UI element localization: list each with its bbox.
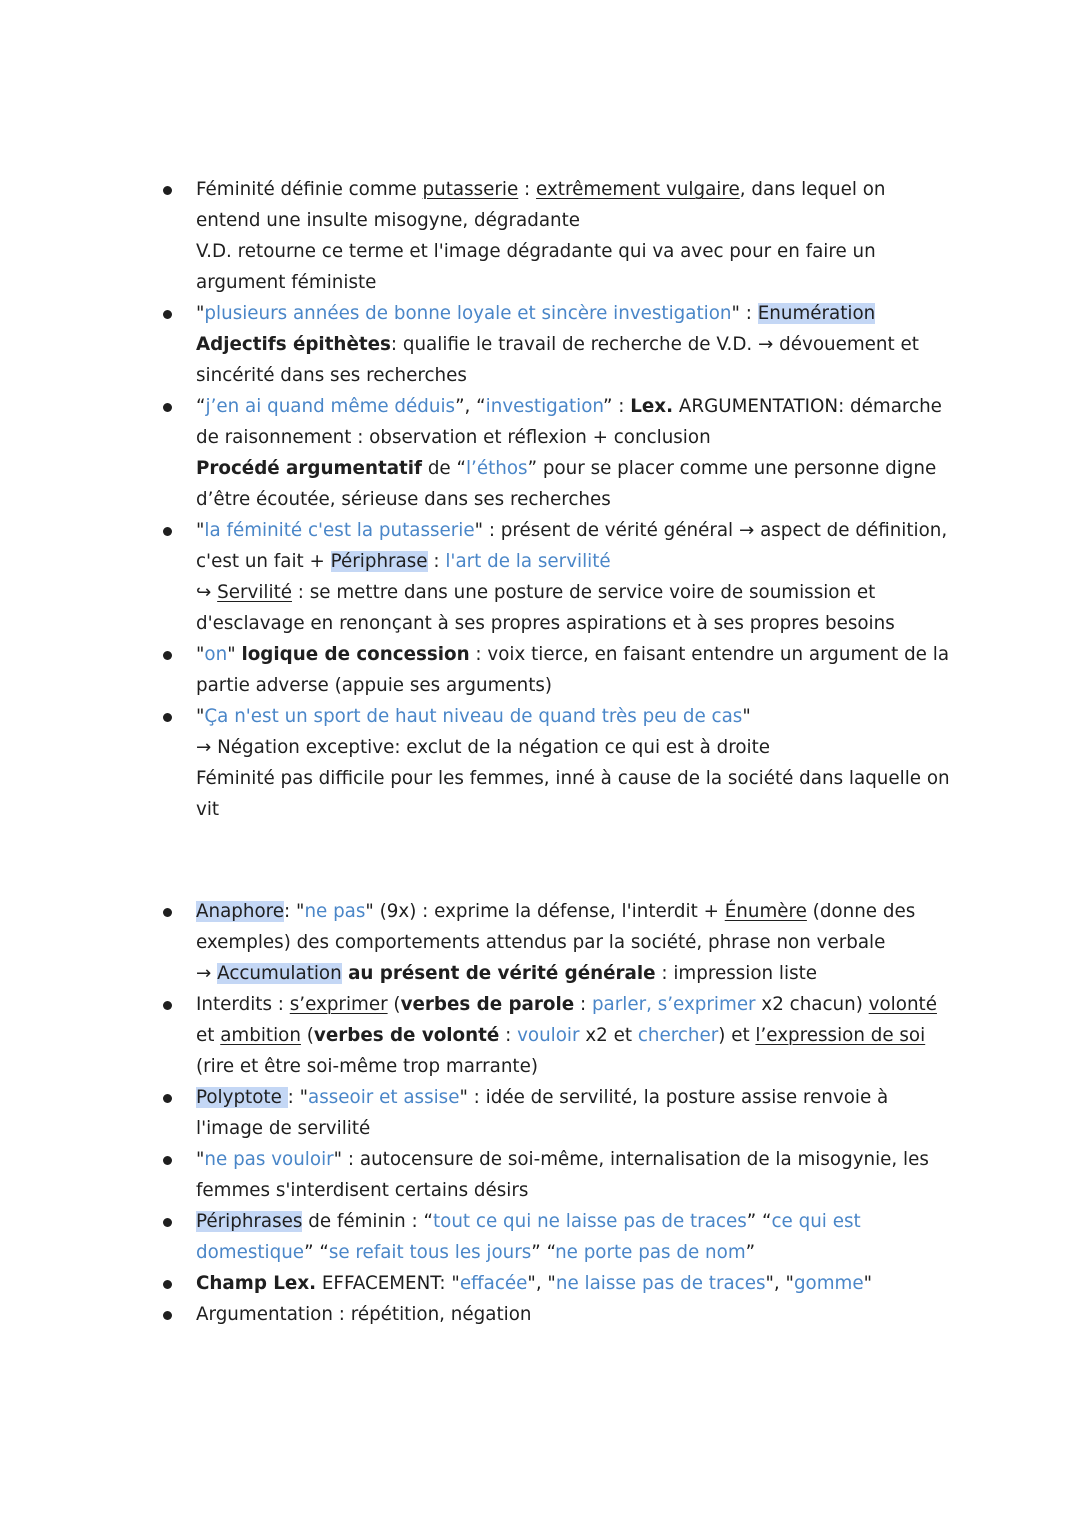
bullet-icon [163, 1001, 172, 1010]
text: ” “ [531, 1242, 556, 1263]
quotation: chercher [637, 1025, 719, 1046]
quotation: j’en ai quand même déduis [205, 396, 456, 417]
underlined-term: putasserie [422, 179, 519, 200]
bullet-icon [163, 908, 172, 917]
text-line [196, 639, 954, 670]
notes-section-1 [0, 174, 1080, 825]
text: ARGUMENTATION: démarche [673, 396, 942, 417]
highlighted-term: Polyptote [196, 1087, 288, 1108]
text-line: femmes s'interdisent certains désirs [196, 1180, 529, 1201]
text-line [196, 1020, 954, 1051]
quotation: investigation [485, 396, 603, 417]
underlined-term: s’exprimer [289, 994, 388, 1015]
text: Féminité définie comme [196, 179, 423, 200]
text: , dans lequel on [739, 179, 886, 200]
bold-term: Lex. [630, 396, 674, 417]
text: " : présent de vérité général → aspect de définition, [474, 520, 948, 541]
quotation: l’éthos [465, 458, 528, 479]
underlined-term: l’expression de soi [755, 1025, 926, 1046]
text: : se mettre dans une posture de service voire de soumission et [291, 582, 876, 603]
quotation: Ça n'est un sport de haut niveau de quand très peu de cas [204, 706, 743, 727]
list-item [0, 174, 1080, 298]
text-line [196, 391, 954, 422]
text: de “ [422, 458, 466, 479]
text: : [427, 551, 446, 572]
bold-term: Adjectifs épithètes [196, 334, 391, 355]
text: ", " [765, 1273, 794, 1294]
text: ” “ [746, 1211, 772, 1232]
text: " [863, 1273, 873, 1294]
quotation: on [204, 644, 228, 665]
bold-term: au présent de vérité générale [341, 963, 656, 984]
text-line [196, 1206, 954, 1237]
quotation: ne pas [304, 901, 366, 922]
text-line [196, 546, 954, 577]
underlined-term: ambition [220, 1025, 301, 1046]
text-line: d'esclavage en renonçant à ses propres aspirations et à ses propres besoins [196, 613, 895, 634]
text: : [499, 1025, 518, 1046]
highlighted-term: Enumération [757, 303, 876, 324]
text: x2 chacun) [755, 994, 869, 1015]
highlighted-term: Anaphore [196, 901, 285, 922]
list-item [0, 1206, 1080, 1268]
bold-term: Procédé argumentatif [196, 458, 423, 479]
text: c'est un fait + [196, 551, 331, 572]
text-line [196, 701, 954, 732]
quotation: se refait tous les jours [328, 1242, 532, 1263]
quotation: parler, s’exprimer [591, 994, 756, 1015]
text-line: sincérité dans ses recherches [196, 365, 467, 386]
list-item [0, 298, 1080, 391]
text: ” : [602, 396, 631, 417]
quotation: ne laisse pas de traces [555, 1273, 766, 1294]
text: : qualifie le travail de recherche de V.D. → dévouement et [390, 334, 919, 355]
text: ", " [527, 1273, 556, 1294]
text-line: argument féministe [196, 272, 377, 293]
notes-section-2 [0, 896, 1080, 1330]
text-line: partie adverse (appuie ses arguments) [196, 675, 553, 696]
arrow-icon: → [196, 963, 218, 984]
text: " (9x) : exprime la défense, l'interdit + [365, 901, 725, 922]
bullet-icon [163, 1311, 172, 1320]
text: : [574, 994, 592, 1015]
text-line [196, 1144, 954, 1175]
list-item [0, 1082, 1080, 1144]
quotation: gomme [793, 1273, 864, 1294]
text-line: (rire et être soi-même trop marrante) [196, 1056, 538, 1077]
text: ( [387, 994, 401, 1015]
list-item [0, 639, 1080, 701]
bullet-icon [163, 1094, 172, 1103]
text-line: entend une insulte misogyne, dégradante [196, 210, 581, 231]
quotation: asseoir et assise [308, 1087, 460, 1108]
text-line: Féminité pas difficile pour les femmes, inné à cause de la société dans laquelle on [196, 768, 950, 789]
text: ( [300, 1025, 314, 1046]
text-line [196, 1237, 954, 1268]
list-item [0, 701, 1080, 825]
text-line: → Négation exceptive: exclut de la négation ce qui est à droite [196, 737, 770, 758]
text: " [227, 644, 242, 665]
highlighted-term: Périphrase [330, 551, 428, 572]
text-line [196, 174, 954, 205]
bold-term: verbes de volonté [313, 1025, 500, 1046]
text-line: d’être écoutée, sérieuse dans ses recherches [196, 489, 611, 510]
bullet-icon [163, 186, 172, 195]
text: : " [287, 1087, 309, 1108]
text-line: Argumentation : répétition, négation [196, 1304, 532, 1325]
list-item [0, 391, 1080, 515]
text: : [518, 179, 537, 200]
text-line [196, 1268, 954, 1299]
text: ” pour se placer comme une personne digne [527, 458, 937, 479]
text: : " [284, 901, 305, 922]
underlined-term: extrêmement vulgaire [536, 179, 740, 200]
text: de féminin : “ [302, 1211, 433, 1232]
quotation: domestique [196, 1242, 305, 1263]
quotation: tout ce qui ne laisse pas de traces [432, 1211, 747, 1232]
quotation: ne pas vouloir [204, 1149, 334, 1170]
bullet-icon [163, 713, 172, 722]
quotation: ce qui est [771, 1211, 861, 1232]
quotation: plusieurs années de bonne loyale et sincère investigation [204, 303, 732, 324]
bullet-icon [163, 1218, 172, 1227]
bold-term: verbes de parole [400, 994, 575, 1015]
text: ”, “ [455, 396, 486, 417]
text-line [196, 1082, 954, 1113]
bold-term: Champ Lex. [196, 1273, 317, 1294]
bold-term: logique de concession [241, 644, 470, 665]
quotation: l'art de la servilité [445, 551, 611, 572]
text-line: V.D. retourne ce terme et l'image dégradante qui va avec pour en faire un [196, 241, 876, 262]
text: ) et [718, 1025, 756, 1046]
text-line [196, 896, 954, 927]
text: ” “ [304, 1242, 329, 1263]
text: (donne des [806, 901, 916, 922]
text: Interdits : [196, 994, 290, 1015]
underlined-term: volonté [868, 994, 937, 1015]
text: “ [196, 396, 206, 417]
text-line: vit [196, 799, 220, 820]
text-line: de raisonnement : observation et réflexion + conclusion [196, 427, 711, 448]
text-line: l'image de servilité [196, 1118, 371, 1139]
arrow-icon: ↪ [196, 582, 218, 603]
bullet-icon [163, 1156, 172, 1165]
text: " [196, 303, 205, 324]
quotation: effacée [459, 1273, 528, 1294]
text: " : autocensure de soi-même, internalisation de la misogynie, les [333, 1149, 929, 1170]
text: " [196, 706, 205, 727]
bullet-icon [163, 1280, 172, 1289]
list-item [0, 989, 1080, 1082]
text: ” [745, 1242, 756, 1263]
text-line [196, 989, 954, 1020]
highlighted-term: Accumulation [217, 963, 342, 984]
list-item [0, 1299, 1080, 1330]
bullet-icon [163, 651, 172, 660]
text: " : idée de servilité, la posture assise renvoie à [459, 1087, 889, 1108]
text: " : [731, 303, 758, 324]
bullet-icon [163, 403, 172, 412]
text: " [196, 1149, 205, 1170]
text: " [196, 520, 205, 541]
text-line [196, 329, 954, 360]
list-item [0, 1144, 1080, 1206]
list-item [0, 515, 1080, 639]
text: x2 et [579, 1025, 638, 1046]
text-line [196, 577, 954, 608]
text-line: exemples) des comportements attendus par la société, phrase non verbale [196, 932, 886, 953]
text: " [196, 644, 205, 665]
bullet-icon [163, 527, 172, 536]
text-line [196, 298, 954, 329]
text-line [196, 515, 954, 546]
quotation: ne porte pas de nom [555, 1242, 746, 1263]
underlined-term: Énumère [724, 901, 807, 922]
text: : voix tierce, en faisant entendre un argument de la [469, 644, 950, 665]
text-line [196, 453, 954, 484]
text: EFFACEMENT: " [316, 1273, 460, 1294]
text-line [196, 958, 954, 989]
list-item [0, 1268, 1080, 1299]
bullet-icon [163, 310, 172, 319]
quotation: vouloir [517, 1025, 580, 1046]
text: et [196, 1025, 221, 1046]
quotation: la féminité c'est la putasserie [204, 520, 475, 541]
text: " [742, 706, 751, 727]
highlighted-term: Périphrases [196, 1211, 303, 1232]
underlined-term: Servilité [217, 582, 292, 603]
text: : impression liste [655, 963, 818, 984]
list-item [0, 896, 1080, 989]
